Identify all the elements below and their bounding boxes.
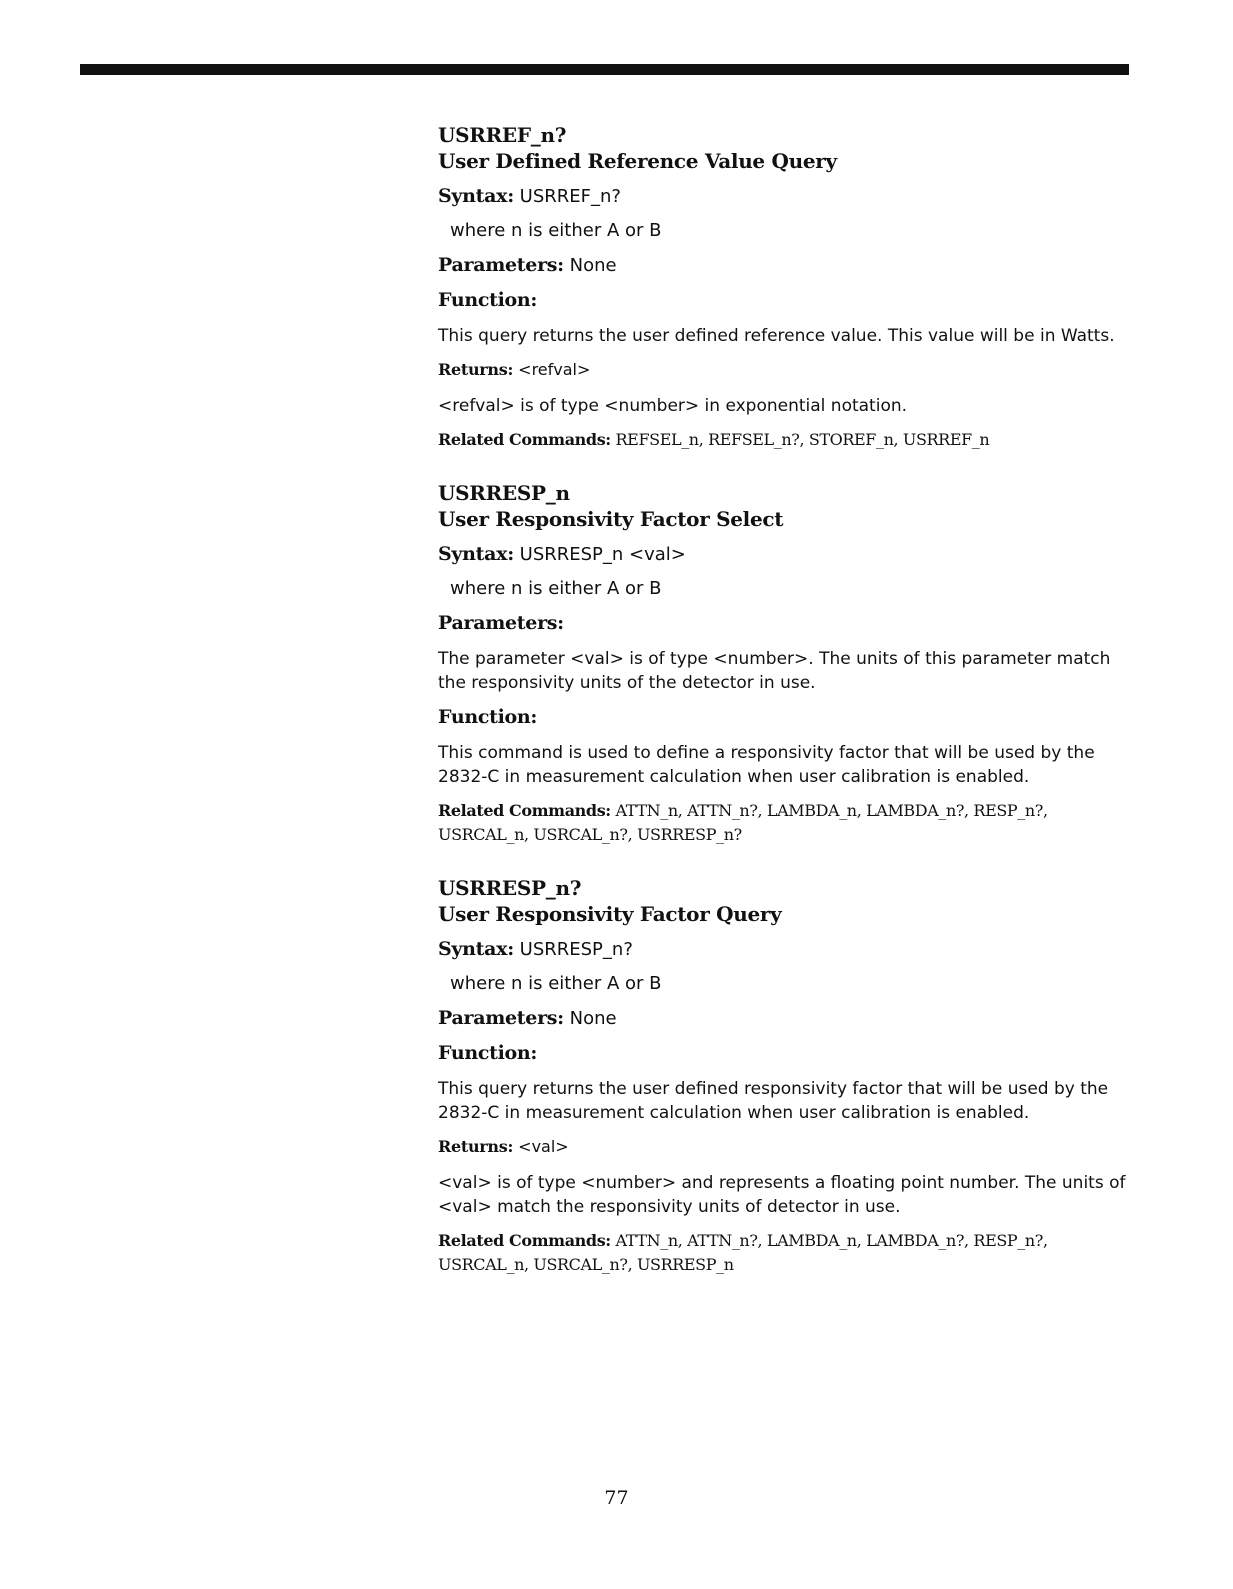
command-section-usrresp: [438, 480, 1128, 847]
page-content: [438, 122, 1128, 1277]
parameters-heading: Parameters:: [438, 612, 564, 634]
command-name: USRRESP_n?: [438, 876, 582, 900]
related-label: Related Commands:: [438, 1231, 611, 1250]
syntax-label: Syntax:: [438, 185, 514, 207]
related-commands: [438, 1229, 1128, 1277]
related-value: REFSEL_n, REFSEL_n?, STOREF_n, USRREF_n: [615, 430, 990, 449]
parameters-label: Parameters:: [438, 1007, 564, 1029]
returns-label: Returns:: [438, 1137, 514, 1156]
command-title: User Responsivity Factor Select: [438, 507, 784, 531]
syntax-label: Syntax:: [438, 938, 514, 960]
syntax-line: [438, 184, 1128, 209]
parameters-line: [438, 253, 1128, 278]
returns-description: <val> is of type <number> and represents a floating point number. The units of <val> match the responsivity units of detector in use.: [438, 1173, 1126, 1217]
function-heading: Function:: [438, 1042, 538, 1064]
function-text: This query returns the user defined reference value. This value will be in Watts.: [438, 326, 1115, 346]
parameters-value: None: [569, 255, 617, 276]
related-label: Related Commands:: [438, 430, 611, 449]
parameters-value: None: [569, 1008, 617, 1029]
returns-line: [438, 1135, 1128, 1159]
command-name: USRREF_n?: [438, 123, 567, 147]
related-commands: [438, 799, 1128, 847]
returns-description: <refval> is of type <number> in exponential notation.: [438, 396, 908, 416]
related-commands: [438, 428, 1128, 452]
function-text: This command is used to define a responsivity factor that will be used by the 2832-C in measurement calculation when user calibration is enabled.: [438, 743, 1095, 787]
returns-label: Returns:: [438, 360, 514, 379]
page-number: 77: [604, 1487, 629, 1509]
parameters-text: The parameter <val> is of type <number>. The units of this parameter match the responsivity units of the detector in use.: [438, 649, 1111, 693]
command-name: USRRESP_n: [438, 481, 570, 505]
command-title: User Defined Reference Value Query: [438, 149, 837, 173]
where-note: where n is either A or B: [450, 578, 662, 599]
command-section-usrresp-query: [438, 875, 1128, 1277]
syntax-value: USRREF_n?: [519, 186, 621, 207]
function-heading: Function:: [438, 289, 538, 311]
where-note: where n is either A or B: [450, 973, 662, 994]
header-rule: [80, 64, 1129, 75]
returns-value: <val>: [518, 1137, 569, 1156]
syntax-value: USRRESP_n?: [519, 939, 633, 960]
where-note: where n is either A or B: [450, 220, 662, 241]
parameters-line: [438, 1006, 1128, 1031]
function-heading: Function:: [438, 706, 538, 728]
syntax-value: USRRESP_n <val>: [519, 544, 686, 565]
related-value: ATTN_n, ATTN_n?, LAMBDA_n, LAMBDA_n?, RESP_n?, USRCAL_n, USRCAL_n?, USRRESP_n: [438, 1231, 1048, 1274]
syntax-line: [438, 937, 1128, 962]
command-title: User Responsivity Factor Query: [438, 902, 782, 926]
function-text: This query returns the user defined responsivity factor that will be used by the 2832-C in measurement calculation when user calibration is enabled.: [438, 1079, 1109, 1123]
parameters-label: Parameters:: [438, 254, 564, 276]
related-label: Related Commands:: [438, 801, 611, 820]
returns-line: [438, 358, 1128, 382]
syntax-label: Syntax:: [438, 543, 514, 565]
related-value: ATTN_n, ATTN_n?, LAMBDA_n, LAMBDA_n?, RESP_n?, USRCAL_n, USRCAL_n?, USRRESP_n?: [438, 801, 1048, 844]
command-section-usrref-query: [438, 122, 1128, 452]
syntax-line: [438, 542, 1128, 567]
returns-value: <refval>: [518, 360, 591, 379]
